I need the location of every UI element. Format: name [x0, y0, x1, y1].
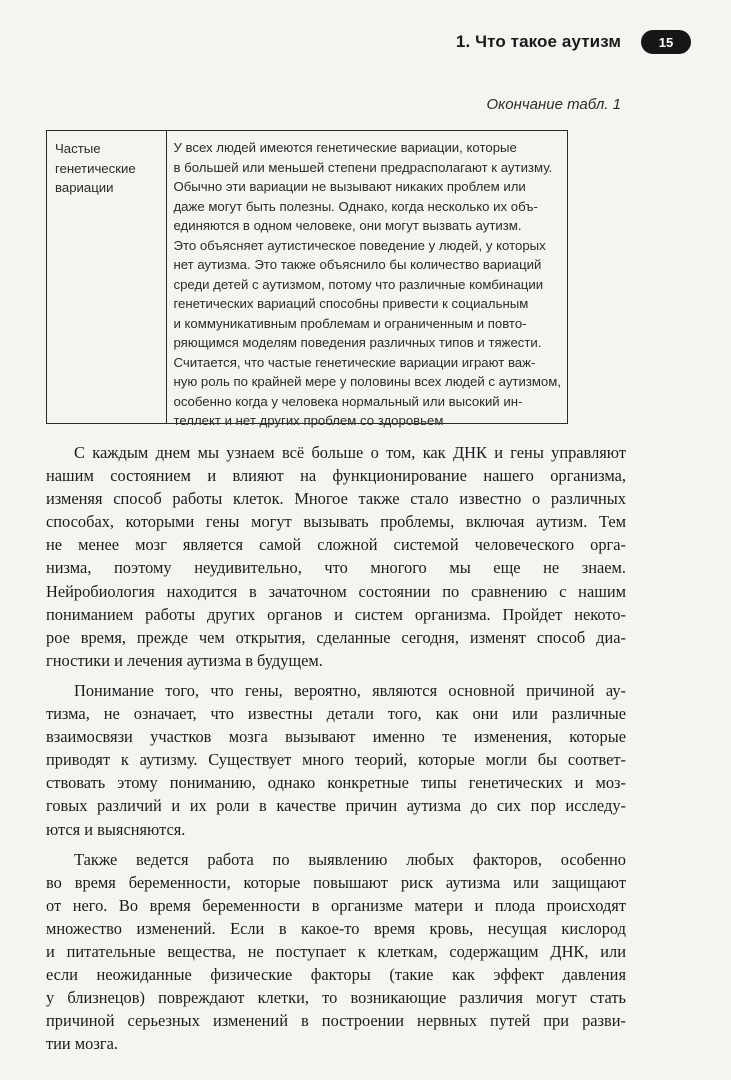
paragraph-line: гностики и лечения аутизма в будущем. [46, 650, 323, 670]
table-description-line: У всех людей имеются генетические вариации, которые [173, 140, 517, 155]
table-term-line: Частые [55, 141, 101, 156]
table-description-line: и коммуникативным проблемам и ограниченным и повто- [173, 315, 527, 331]
paragraph-line: рое время, прежде чем открытия, сделанные сегодня, изменят способ диа- [46, 627, 626, 647]
paragraph-line: говых различий и их роли в качестве причин аутизма до сих пор исследу- [46, 796, 626, 816]
paragraph-line: способах, которыми гены могут вызывать проблемы, включая аутизм. Тем [46, 512, 626, 532]
table-term-cell [47, 131, 167, 423]
table-description-line: единяются в одном человеке, они могут вызвать аутизм. [173, 218, 522, 233]
paragraph-line: во время беременности, которые повышают риск аутизма или защищают [46, 872, 626, 892]
table-description-line: нет аутизма. Это также объяснило бы количество вариаций [173, 257, 542, 272]
paragraph-line: взаимосвязи участков мозга вызывают именно те изменения, которые [46, 727, 626, 747]
table-description-line: ную роль по крайней мере у половины всех людей с аутизмом, [173, 374, 561, 389]
paragraph-line: ются и выясняются. [46, 819, 186, 839]
paragraph-line: от него. Во время беременности в организме матери и плода происходят [46, 895, 626, 915]
paragraph-line: множество изменений. Если в какое-то время кровь, несущая кислород [46, 918, 626, 938]
table-description-line: Обычно эти вариации не вызывают никаких проблем или [173, 179, 526, 194]
table-description-cell [167, 131, 567, 428]
chapter-title: 1. Что такое аутизм [455, 32, 621, 51]
paragraph-line: низма, поэтому неудивительно, что многого мы еще не знаем. [46, 558, 626, 578]
paragraph-line: Также ведется работа по выявлению любых факторов, особенно [74, 849, 626, 869]
table-caption: Окончание табл. 1 [486, 96, 621, 113]
paragraph-line: тии мозга. [46, 1034, 118, 1054]
paragraph-line: тизма, не означает, что известны детали того, как они или различные [46, 704, 626, 724]
paragraph-line: С каждым днем мы узнаем всё больше о том, как ДНК и гены управляют [74, 443, 626, 462]
table-description-line: генетических вариаций способны привести к социальным [173, 296, 529, 311]
table-description-line: в большей или меньшей степени предрасполагают к аутизму. [173, 159, 553, 175]
paragraph-line: приводят к аутизму. Существует много теорий, которые могли бы соответ- [46, 750, 626, 770]
paragraph-line: ствовать этому пониманию, однако конкретные типы генетических и моз- [46, 773, 626, 793]
paragraph-line: нашим состоянием и влияют на функционирование нашего организма, [46, 466, 626, 486]
table-description-line: особенно когда у человека нормальный или высокий ин- [173, 393, 523, 409]
paragraph [46, 848, 626, 1056]
table-description-line: теллект и нет других проблем со здоровьем [173, 413, 444, 428]
paragraph-line: если неожиданные физические факторы (такие как эффект давления [46, 965, 626, 985]
table-description-line: Считается, что частые генетические вариации играют важ- [173, 354, 536, 370]
paragraph-line: причиной серьезных изменений в построении нервных путей при разви- [46, 1011, 626, 1031]
paragraph-line: пониманием работы других органов и систем организма. Пройдет некото- [46, 604, 626, 624]
body-text [46, 441, 626, 1062]
paragraph-line: Понимание того, что гены, вероятно, являются основной причиной ау- [74, 680, 626, 700]
table-term-line: вариации [55, 180, 114, 196]
running-head [456, 30, 691, 54]
paragraph-line: не менее мозг является самой сложной системой человеческого орга- [46, 535, 626, 555]
table-description-line: среди детей с аутизмом, потому что различные комбинации [173, 276, 544, 292]
paragraph [46, 679, 626, 841]
table-description-line: ряющимся моделям поведения различных типов и тяжести. [173, 335, 542, 350]
paragraph-line: и питательные вещества, не поступает к клеткам, содержащим ДНК, или [46, 941, 626, 961]
page-number-badge: 15 [641, 30, 691, 54]
table-term-line: генетические [55, 160, 136, 176]
paragraph-line: изменяя способ работы клеток. Многое также стало известно о различных [46, 489, 626, 509]
paragraph-line: Нейробиология находится в зачаточном состоянии по сравнению с нашим [46, 581, 626, 601]
paragraph-line: у близнецов) повреждают клетки, то возникающие различия могут стать [46, 988, 626, 1008]
genetic-variations-table [46, 130, 568, 428]
paragraph [46, 441, 626, 672]
table-description-line: даже могут быть полезны. Однако, когда несколько их объ- [173, 198, 538, 214]
table-description-line: Это объясняет аутистическое поведение у людей, у которых [173, 237, 546, 253]
